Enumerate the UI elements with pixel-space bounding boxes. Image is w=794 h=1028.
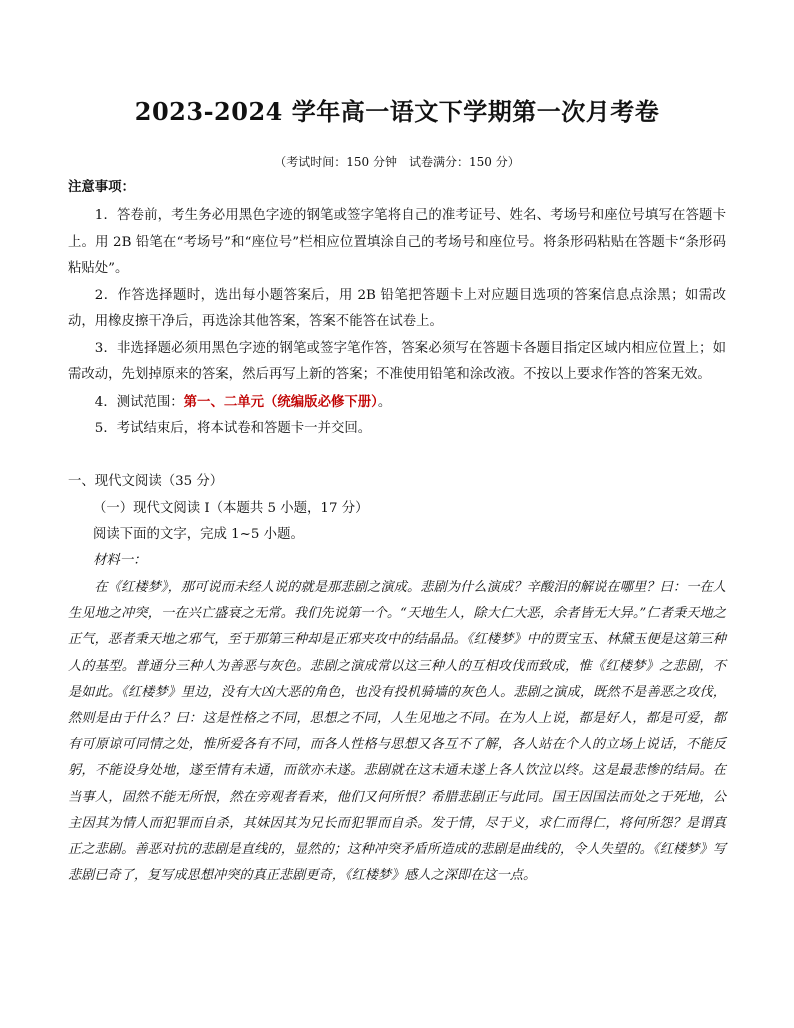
- notice-item-4: [68, 389, 726, 417]
- notice-item-5: 5．考试结束后，将本试卷和答题卡一并交回。: [94, 421, 372, 436]
- page-title: 2023-2024 学年高一语文下学期第一次月考卷: [134, 97, 660, 126]
- notice-item-4-suffix: 。: [377, 394, 392, 410]
- exam-info: （考试时间：150 分钟 试卷满分：150 分）: [274, 155, 520, 169]
- notice-item-4-prefix: 4．测试范围：: [94, 394, 184, 410]
- subsection-heading: （一）现代文阅读 I（本题共 5 小题，17 分）: [93, 501, 369, 516]
- notice-heading: 注意事项：: [68, 179, 135, 195]
- notice-item-1: 1．答卷前，考生务必用黑色字迹的钢笔或签字笔将自己的准考证号、姓名、考场号和座位号填写在答题卡上。用 2B 铅笔在“考场号”和“座位号”栏相应位置填涂自己的考场号和座位号。将条形码粘贴在答题卡“条形码粘贴处”。: [68, 208, 726, 276]
- reading-instruction: 阅读下面的文字，完成 1~5 小题。: [93, 527, 304, 542]
- notice-item-3: 3．非选择题必须用黑色字迹的钢笔或签字笔作答，答案必须写在答题卡各题目指定区域内相应位置上；如需改动，先划掉原来的答案，然后再写上新的答案；不准使用铅笔和涂改液。不按以上要求作答的答案无效。: [68, 340, 726, 382]
- test-scope: 第一、二单元（统编版必修下册）: [183, 393, 378, 410]
- notice-item-2: 2．作答选择题时，选出每小题答案后，用 2B 铅笔把答题卡上对应题目选项的答案信息点涂黑；如需改动，用橡皮擦干净后，再选涂其他答案，答案不能答在试卷上。: [68, 287, 726, 329]
- material-one: [68, 575, 726, 889]
- notice-list: [68, 203, 726, 443]
- section-heading: 一、现代文阅读（35 分）: [68, 474, 224, 489]
- material-text: 在《红楼梦》，那可说而未经人说的就是那悲剧之演成。悲剧为什么演成？辛酸泪的解说在哪里？曰：一在人生见地之冲突，一在兴亡盛衰之无常。我们先说第一个。“天地生人，除大仁大恶，余者皆无大异。”仁者秉天地之正气，恶者秉天地之邪气，至于那第三种却是正邪夹攻中的结晶品。《红楼梦》中的贾宝玉、林黛玉便是这第三种人的基型。普通分三种人为善恶与灰色。悲剧之演成常以这三种人的互相攻伐而致成，惟《红楼梦》之悲剧，不是如此。《红楼梦》里边，没有大凶大恶的角色，也没有投机骑墙的灰色人。悲剧之演成，既然不是善恶之攻伐，然则是由于什么？曰：这是性格之不同，思想之不同，人生见地之不同。在为人上说，都是好人，都是可爱，都有可原谅可同情之处，惟所爱各有不同，而各人性格与思想又各互不了解，各人站在个人的立场上说话，不能反躬，不能设身处地，遂至情有未通，而欲亦未遂。悲剧就在这未通未遂上各人饮泣以终。这是最悲惨的结局。在当事人，固然不能无所恨，然在旁观者看来，他们又何所恨？希腊悲剧正与此同。国王因国法而处之于死地，公主因其为情人而犯罪而自杀，其妹因其为兄长而犯罪而自杀。发于情，尽于义，求仁而得仁，将何所怨？是谓真正之悲剧。善恶对抗的悲剧是直线的，显然的；这种冲突矛盾所造成的悲剧是曲线的，令人失望的。《红楼梦》写悲剧已奇了，复写成思想冲突的真正悲剧更奇，《红楼梦》感人之深即在这一点。: [68, 580, 726, 884]
- material-label: 材料一：: [93, 553, 147, 568]
